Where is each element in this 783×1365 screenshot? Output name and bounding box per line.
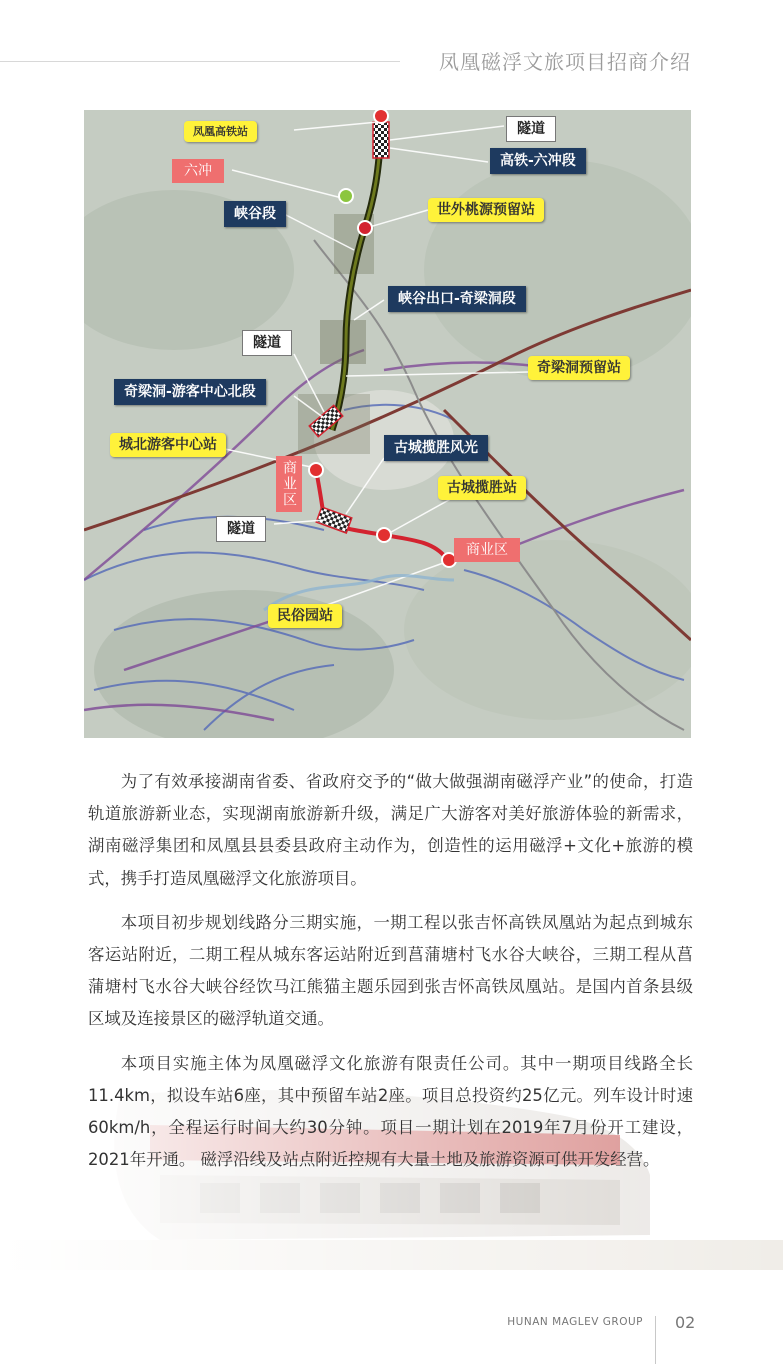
map-base xyxy=(84,110,691,738)
footer-divider xyxy=(655,1316,656,1364)
tunnel-marker xyxy=(373,122,389,158)
label-fenghuang-station: 凤凰高铁站 xyxy=(184,121,257,142)
label-gaotie-liuchong: 高铁-六冲段 xyxy=(490,148,586,174)
label-shiwai-station: 世外桃源预留站 xyxy=(428,198,544,222)
label-liuchong: 六冲 xyxy=(172,159,224,183)
page-title: 凤凰磁浮文旅项目招商介绍 xyxy=(439,50,691,74)
paragraph-3: 本项目实施主体为凤凰磁浮文化旅游有限责任公司。其中一期项目线路全长11.4km，拟设车站6座，其中预留车站2座。项目总投资约25亿元。列车设计时速60km/h，全程运行时间大约30分钟。项目一期计划在2019年7月份开工建设，2021年开通。 磁浮沿线及站点附近控规有大量土地及旅游资源可供开发经营。 xyxy=(88,1053,693,1170)
route-map xyxy=(84,110,691,738)
header-rule xyxy=(0,61,400,62)
page-number: 02 xyxy=(675,1313,696,1332)
station-dot xyxy=(309,463,323,477)
label-tunnel-1: 隧道 xyxy=(506,116,556,142)
label-guchen-station: 古城揽胜站 xyxy=(438,476,526,500)
footer-brand: HUNAN MAGLEV GROUP xyxy=(507,1316,643,1328)
label-commercial-vertical: 商业区 xyxy=(276,456,302,512)
station-dot xyxy=(377,528,391,542)
paragraph-1: 为了有效承接湖南省委、省政府交予的“做大做强湖南磁浮产业”的使命，打造轨道旅游新业态，实现湖南旅游新升级，满足广大游客对美好旅游体验的新需求，湖南磁浮集团和凤凰县县委县政府主动作为，创造性的运用磁浮+文化+旅游的模式，携手打造凤凰磁浮文化旅游项目。 xyxy=(88,772,693,888)
terrain-patch xyxy=(424,160,691,380)
label-minsu-station: 民俗园站 xyxy=(268,604,342,628)
station-dot xyxy=(358,221,372,235)
label-tunnel-3: 隧道 xyxy=(216,516,266,542)
label-chengbei-station: 城北游客中心站 xyxy=(110,433,226,457)
station-dot xyxy=(339,189,353,203)
label-canyon-exit: 峡谷出口-奇梁洞段 xyxy=(388,286,526,312)
label-commercial-horizontal: 商业区 xyxy=(454,538,520,562)
label-qiliangdong-station: 奇梁洞预留站 xyxy=(528,356,630,380)
label-guchen-scenery: 古城揽胜风光 xyxy=(384,435,488,461)
label-canyon-section: 峡谷段 xyxy=(224,201,286,227)
body-text xyxy=(88,766,693,1188)
label-tunnel-2: 隧道 xyxy=(242,330,292,356)
label-qiliangdong-visitor: 奇梁洞-游客中心北段 xyxy=(114,379,266,405)
paragraph-2: 本项目初步规划线路分三期实施，一期工程以张吉怀高铁凤凰站为起点到城东客运站附近，二期工程从城东客运站附近到菖蒲塘村飞水谷大峡谷，三期工程从菖蒲塘村飞水谷大峡谷经饮马江熊猫主题乐园到张吉怀高铁凤凰站。是国内首条县级区域及连接景区的磁浮轨道交通。 xyxy=(88,912,693,1029)
station-dot xyxy=(374,110,388,123)
